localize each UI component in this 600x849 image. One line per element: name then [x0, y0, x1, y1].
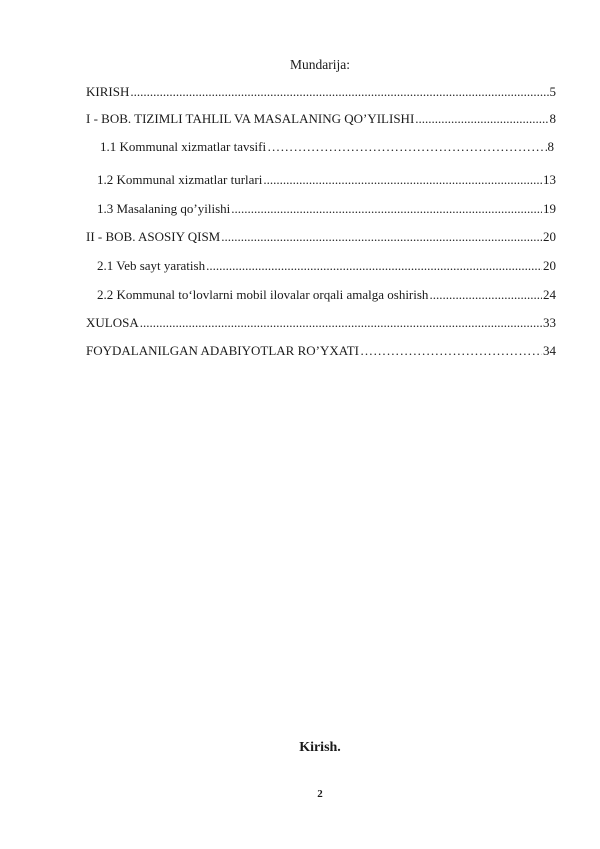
toc-entry-label: II - BOB. ASOSIY QISM: [86, 229, 221, 244]
toc-entry-label: 2.1 Veb sayt yaratish: [97, 258, 206, 273]
toc-entry-page: 20: [543, 229, 556, 244]
page-number: 2: [317, 788, 323, 800]
toc-entry-kirish[interactable]: [86, 83, 556, 101]
toc-dot-leader: [231, 200, 542, 218]
toc-entry-label: XULOSA: [86, 315, 139, 330]
toc-dot-leader: [140, 314, 542, 332]
toc-entry-label: 1.1 Kommunal xizmatlar tavsifi: [100, 139, 267, 154]
toc-entry-2-2[interactable]: [97, 286, 556, 304]
toc-entry-label: 2.2 Kommunal to‘lovlarni mobil ilovalar orqali amalga oshirish: [97, 287, 429, 302]
toc-entry-label: I - BOB. TIZIMLI TAHLIL VA MASALANING QO’YILISHI: [86, 111, 415, 126]
toc-entry-1-1[interactable]: [100, 138, 554, 156]
toc-entry-label: 1.2 Kommunal xizmatlar turlari: [97, 172, 263, 187]
toc-entry-page: 34: [543, 343, 556, 358]
toc-entry-1-2[interactable]: [97, 171, 556, 189]
toc-title: Mundarija:: [290, 57, 350, 72]
toc-entry-label: 1.3 Masalaning qo’yilishi: [97, 201, 231, 216]
toc-entry-chapter-1[interactable]: [86, 110, 556, 128]
toc-entry-page: 5: [549, 84, 556, 99]
toc-dot-leader: [206, 257, 542, 275]
toc-entry-2-1[interactable]: [97, 257, 556, 275]
toc-entry-page: 19: [543, 201, 556, 216]
toc-dot-leader: [429, 286, 542, 304]
toc-entry-page: 8: [549, 111, 556, 126]
toc-entry-references[interactable]: [86, 342, 556, 360]
toc-entry-xulosa[interactable]: [86, 314, 556, 332]
toc-dot-leader: [415, 110, 548, 128]
toc-entry-page: 20: [543, 258, 556, 273]
toc-entry-chapter-2[interactable]: [86, 228, 556, 246]
toc-entry-page: 13: [543, 172, 556, 187]
toc-entry-page: 8: [547, 139, 554, 154]
toc-entry-label: FOYDALANILGAN ADABIYOTLAR RO’YXATI: [86, 343, 359, 358]
toc-entry-1-3[interactable]: [97, 200, 556, 218]
toc-dot-leader: [360, 342, 542, 360]
toc-dot-leader: [263, 171, 542, 189]
toc-entry-page: 24: [543, 287, 556, 302]
toc-entry-label: KIRISH: [86, 84, 130, 99]
toc-dot-leader: [267, 138, 546, 156]
section-heading: Kirish.: [299, 740, 341, 755]
toc-entry-page: 33: [543, 315, 556, 330]
toc-dot-leader: [221, 228, 542, 246]
toc-dot-leader: [130, 83, 548, 101]
